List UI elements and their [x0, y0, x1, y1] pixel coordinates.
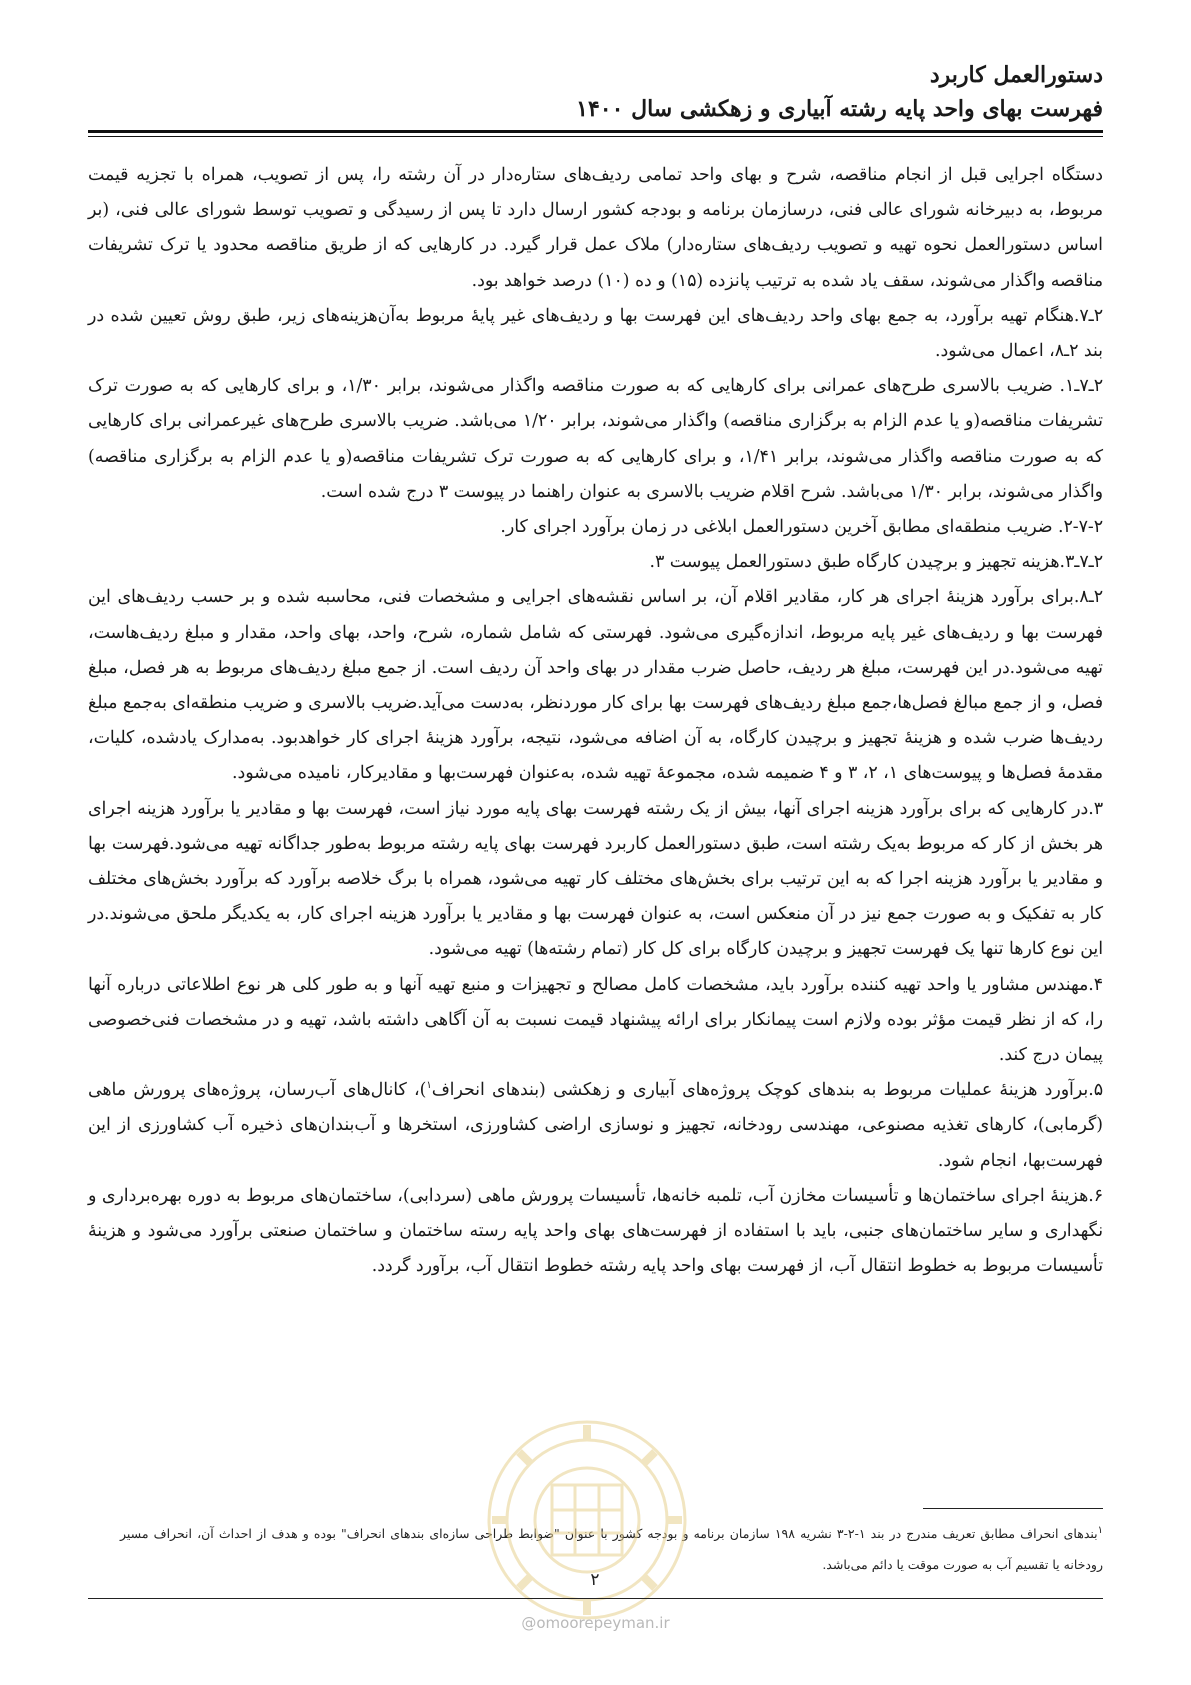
- paragraph-2-8: ۲ـ۸.برای برآورد هزینهٔ اجرای هر کار، مقادیر اقلام آن، بر اساس نقشه‌های اجرایی و مشخصات فنی، محاسبه شده و بر حسب ردیف‌های این فهرست بها و ردیف‌های غیر پایه مربوط، اندازه‌گیری می‌شود. فهرستی که شامل شماره، شرح، واحد، بهای واحد، مقدار و مبلغ ردیف‌هاست، تهیه می‌شود.در این فهرست، مبلغ هر ردیف، حاصل ضرب مقدار در بهای واحد آن ردیف است. از جمع مبلغ ردیف‌های مربوط به هر فصل، مبلغ فصل، و از جمع مبالغ فصل‌ها،جمع مبلغ ردیف‌های فهرست بها برای کار موردنظر، به‌دست می‌آید.ضریب بالاسری و ضریب منطقه‌ای به‌جمع مبلغ ردیف‌ها ضرب شده و هزینهٔ تجهیز و برچیدن کارگاه، به آن اضافه می‌شود، نتیجه، برآورد هزینهٔ اجرای کار خواهدبود. به‌مدارک یادشده، کلیات، مقدمهٔ فصل‌ها و پیوست‌های ۱، ۲، ۳ و ۴ ضمیمه شده، مجموعهٔ تهیه شده، به‌عنوان فهرست‌بها و مقادیرکار، نامیده می‌شود.: [88, 587, 1103, 784]
- paragraph-6: ۶.هزینهٔ اجرای ساختمان‌ها و تأسیسات مخازن آب، تلمبه خانه‌ها، تأسیسات پرورش ماهی (سردابی)، ساختمان‌های مربوط به دوره بهره‌برداری و نگهداری و سایر ساختمان‌های جنبی، باید با استفاده از فهرست‌های بهای واحد پایه رسته ساختمان و ساختمان صنعتی برآورد می‌شود و هزینهٔ تأسیسات مربوط به خطوط انتقال آب، از فهرست بهای واحد پایه رشته خطوط انتقال آب، برآورد گردد.: [88, 1185, 1103, 1277]
- header-title: دستورالعمل کاربرد: [929, 62, 1103, 88]
- gear-seal-logo-icon: [482, 1415, 692, 1625]
- footnote-text: بندهای انحراف مطابق تعریف مندرج در بند ۱-۲-۳ نشریه ۱۹۸ سازمان برنامه و بودجه کشور با عنوان "ضوابط طراحی سازه‌ای بندهای انحراف" بوده و هدف از احداث آن، انحراف مسیر رودخانه یا تقسیم آب به صورت موقت یا دائم می‌باشد.: [120, 1526, 1103, 1572]
- paragraph-3: ۳.در کارهایی که برای برآورد هزینه اجرای آنها، بیش از یک رشته فهرست بهای پایه مورد نیاز است، فهرست بها و مقادیر یا برآورد هزینه اجرای هر بخش از کار که مربوط به‌یک رشته است، طبق دستورالعمل کاربرد فهرست بهای پایه رشته مربوط به‌طور جداگانه تهیه می‌شود.فهرست بها و مقادیر یا برآورد هزینه اجرا که به این ترتیب برای بخش‌های مختلف کار تهیه می‌شود، همراه با برگ خلاصه برآورد که برآورد بخش‌های مختلف کار به تفکیک و به صورت جمع نیز در آن منعکس است، به عنوان فهرست بها و مقادیر یا برآورد هزینه اجرای کار، به یکدیگر ملحق می‌شوند.در این نوع کارها تنها یک فهرست تجهیز و برچیدن کارگاه برای کل کار (تمام رشته‌ها) تهیه می‌شود.: [88, 798, 1103, 960]
- footer-rule: [88, 1598, 1103, 1599]
- paragraph-2-7-2: ۲-۷-۲. ضریب منطقه‌ای مطابق آخرین دستورالعمل ابلاغی در زمان برآورد اجرای کار.: [500, 517, 1103, 538]
- paragraph-5-end: )، کانال‌های آب‌رسان، پروژه‌های پرورش ماهی (گرمابی)، کارهای تغذیه مصنوعی، مهندسی رودخانه، تجهیز و نوسازی اراضی کشاورزی، استخرها و آب‌بندان‌های ذخیره آب کشاورزی از این فهرست‌بها، انجام شود.: [88, 1080, 1103, 1171]
- header-rule-thick: [88, 130, 1103, 133]
- page-number: ۲: [590, 1570, 600, 1590]
- paragraph-4: ۴.مهندس مشاور یا واحد تهیه کننده برآورد باید، مشخصات کامل مصالح و تجهیزات و منبع تهیه آنها و به طور کلی هر نوع اطلاعاتی درباره آنها را، که از نظر قیمت مؤثر بوده ولازم است پیمانکار برای ارائه پیشنهاد قیمت نسبت به آن آگاهی داشته باشد، تهیه و در مشخصات فنی‌خصوصی پیمان درج کند.: [88, 974, 1103, 1066]
- header-subtitle: فهرست بهای واحد پایه رشته آبیاری و زهکشی سال ۱۴۰۰: [576, 96, 1103, 122]
- footnote-separator: [923, 1508, 1103, 1509]
- footnote-marker: ۱: [1097, 1524, 1104, 1536]
- paragraph-2-7: ۲ـ۷.هنگام تهیه برآورد، به جمع بهای واحد ردیف‌های این فهرست بها و ردیف‌های غیر پایهٔ مربوط به‌آن‌هزینه‌های زیر، طبق روش تعیین شده در بند ۲ـ۸، اعمال می‌شود.: [88, 305, 1103, 362]
- paragraph-5: [88, 1073, 1103, 1179]
- paragraph-2-7-1: ۲ـ۷ـ۱. ضریب بالاسری طرح‌های عمرانی برای کارهایی که به صورت مناقصه واگذار می‌شوند، برابر ۱/۳۰، و برای کارهایی که به صورت ترک تشریفات مناقصه(و یا عدم الزام به برگزاری مناقصه) واگذار می‌شوند، برابر ۱/۲۰ می‌باشد. ضریب بالاسری طرح‌های غیرعمرانی برای کارهایی که به صورت مناقصه واگذار می‌شوند، برابر ۱/۴۱، و برای کارهایی که به صورت ترک تشریفات مناقصه(و یا عدم الزام به برگزاری مناقصه) واگذار می‌شوند، برابر ۱/۳۰ می‌باشد. شرح اقلام ضریب بالاسری به عنوان راهنما در پیوست ۳ درج شده است.: [88, 376, 1103, 502]
- header-rule-thin: [88, 136, 1103, 137]
- page-header: [88, 58, 1103, 126]
- paragraph-1: دستگاه اجرایی قبل از انجام مناقصه، شرح و بهای واحد تمامی ردیف‌های ستاره‌دار در آن رشته را، پس از تصویب، همراه با تجزیه قیمت مربوط، به دبیرخانه شورای عالی فنی، درسازمان برنامه و بودجه کشور ارسال دارد تا پس از رسیدگی و تصویب توسط شورای عالی فنی، (بر اساس دستورالعمل نحوه تهیه و تصویب ردیف‌های ستاره‌دار) ملاک عمل قرار گیرد. در کارهایی که از طریق مناقصه محدود یا ترک تشریفات مناقصه واگذار می‌شوند، سقف یاد شده به ترتیب پانزده (۱۵) و ده (۱۰) درصد خواهد بود.: [88, 165, 1103, 291]
- paragraph-5-start: ۵.برآورد هزینهٔ عملیات مربوط به بندهای کوچک پروژه‌های آبیاری و زهکشی (بندهای انحراف: [431, 1080, 1103, 1101]
- watermark-site: @omoorepeyman.ir: [521, 1614, 670, 1632]
- paragraph-2-7-3: ۲ـ۷ـ۳.هزینه تجهیز و برچیدن کارگاه طبق دستورالعمل پیوست ۳.: [649, 552, 1103, 573]
- body-text: [88, 158, 1103, 1285]
- footnote-reference[interactable]: ۱: [426, 1080, 432, 1092]
